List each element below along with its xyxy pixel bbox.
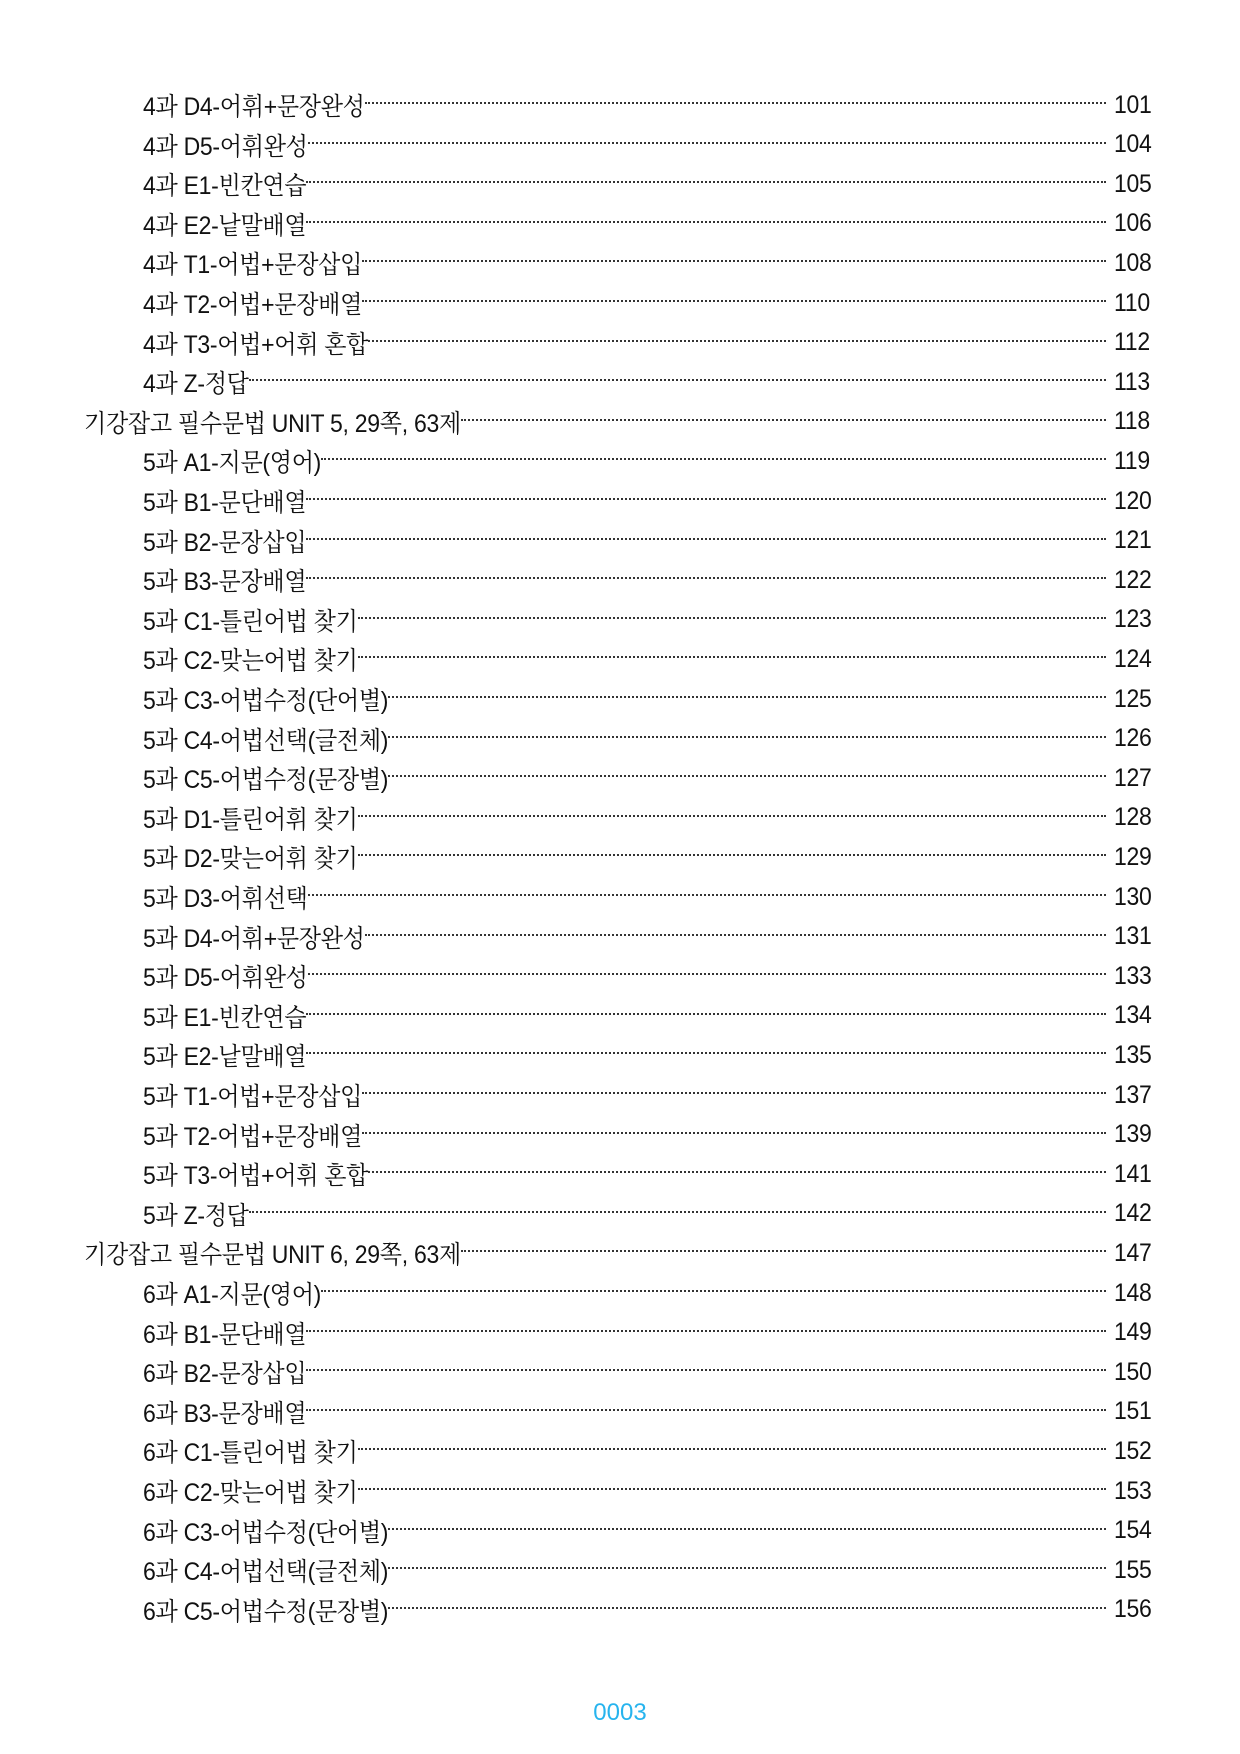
toc-entry-page: 153	[1114, 1476, 1152, 1505]
toc-entry-page: 122	[1114, 565, 1152, 594]
toc-entry-page: 105	[1114, 169, 1152, 198]
toc-section-heading[interactable]	[84, 1233, 1156, 1273]
toc-entry-page: 141	[1114, 1159, 1152, 1188]
toc-entry[interactable]	[143, 1352, 1156, 1392]
toc-entry-page: 120	[1114, 486, 1152, 515]
toc-entry-page: 128	[1114, 803, 1152, 832]
dot-leader	[362, 260, 1106, 262]
toc-entry[interactable]	[143, 362, 1156, 402]
toc-entry[interactable]	[143, 481, 1156, 521]
toc-entry[interactable]	[143, 1273, 1156, 1313]
dot-leader	[306, 1369, 1106, 1371]
toc-entry-page: 124	[1114, 644, 1152, 673]
toc-entry-page: 156	[1114, 1595, 1152, 1624]
toc-entry[interactable]	[143, 243, 1156, 283]
toc-entry[interactable]	[143, 560, 1156, 600]
toc-entry-page: 150	[1114, 1357, 1152, 1386]
toc-entry-page: 133	[1114, 961, 1152, 990]
toc-entry[interactable]	[143, 1511, 1156, 1551]
dot-leader	[388, 696, 1106, 698]
toc-entry-title: 5과 E2-낱말배열	[143, 1043, 307, 1072]
dot-leader	[388, 1567, 1106, 1569]
dot-leader	[358, 1448, 1106, 1450]
toc-entry-page: 110	[1114, 288, 1150, 317]
toc-entry-page: 152	[1114, 1436, 1152, 1465]
dot-leader	[306, 1052, 1106, 1054]
dot-leader	[362, 1132, 1106, 1134]
toc-entry-title: 5과 C1-틀린어법 찾기	[143, 607, 358, 636]
toc-entry[interactable]	[143, 1075, 1156, 1115]
toc-entry-title: 5과 B1-문단배열	[143, 489, 307, 517]
toc-entry[interactable]	[143, 1035, 1156, 1075]
toc-entry[interactable]	[143, 877, 1156, 917]
dot-leader	[306, 577, 1106, 579]
toc-entry-page: 108	[1114, 248, 1152, 277]
toc-entry-title: 4과 E2-낱말배열	[143, 211, 307, 240]
toc-entry[interactable]	[143, 758, 1156, 798]
toc-entry-page: 147	[1114, 1238, 1152, 1267]
toc-entry-title: 6과 C5-어법수정(문장별)	[143, 1597, 389, 1626]
toc-entry-title: 6과 A1-지문(영어)	[143, 1281, 322, 1309]
toc-entry-title: 6과 B1-문단배열	[143, 1320, 307, 1349]
toc-entry-title: 기강잡고 필수문법 UNIT 6, 29쪽, 63제	[84, 1241, 461, 1270]
dot-leader	[306, 1013, 1106, 1015]
toc-entry-page: 137	[1114, 1080, 1152, 1109]
toc-entry[interactable]	[143, 125, 1156, 165]
dot-leader	[321, 1290, 1106, 1292]
dot-leader	[461, 1250, 1106, 1252]
toc-entry-page: 127	[1114, 763, 1152, 792]
toc-entry[interactable]	[143, 1590, 1156, 1630]
dot-leader	[358, 617, 1106, 619]
toc-entry[interactable]	[143, 1550, 1156, 1590]
toc-entry[interactable]	[143, 1392, 1156, 1432]
toc-entry[interactable]	[143, 917, 1156, 957]
toc-entry-title: 5과 Z-정답	[143, 1201, 249, 1230]
toc-entry[interactable]	[143, 837, 1156, 877]
dot-leader	[306, 181, 1106, 183]
dot-leader	[368, 1171, 1106, 1173]
toc-entry-title: 4과 T3-어법+어휘 혼합	[143, 330, 369, 359]
toc-entry[interactable]	[143, 996, 1156, 1036]
dot-leader	[249, 379, 1106, 381]
toc-entry[interactable]	[143, 1431, 1156, 1471]
toc-entry-title: 6과 C1-틀린어법 찾기	[143, 1439, 358, 1468]
toc-entry-page: 121	[1114, 526, 1152, 555]
dot-leader	[388, 1528, 1106, 1530]
toc-entry-title: 6과 C3-어법수정(단어별)	[143, 1518, 389, 1547]
toc-entry-title: 4과 Z-정답	[143, 370, 249, 399]
toc-entry-page: 155	[1114, 1555, 1152, 1584]
toc-entry[interactable]	[143, 1194, 1156, 1234]
toc-entry-page: 123	[1114, 605, 1152, 634]
toc-entry[interactable]	[143, 719, 1156, 759]
dot-leader	[358, 656, 1106, 658]
dot-leader	[308, 894, 1106, 896]
toc-entry-title: 5과 C2-맞는어법 찾기	[143, 647, 358, 676]
dot-leader	[306, 498, 1106, 500]
toc-entry-title: 4과 T2-어법+문장배열	[143, 291, 363, 319]
toc-entry-page: 112	[1114, 328, 1150, 357]
toc-entry[interactable]	[143, 798, 1156, 838]
toc-entry-title: 5과 D2-맞는어휘 찾기	[143, 845, 358, 874]
dot-leader	[365, 102, 1106, 104]
toc-entry-title: 5과 C3-어법수정(단어별)	[143, 687, 389, 715]
toc-entry-page: 154	[1114, 1516, 1152, 1545]
toc-entry-title: 4과 D4-어휘+문장완성	[143, 93, 365, 121]
dot-leader	[306, 1330, 1106, 1332]
toc-entry-title: 5과 D4-어휘+문장완성	[143, 924, 365, 953]
toc-entry[interactable]	[143, 639, 1156, 679]
dot-leader	[308, 142, 1106, 144]
toc-entry-title: 5과 E1-빈칸연습	[143, 1003, 307, 1032]
toc-entry-title: 6과 C4-어법선택(글전체)	[143, 1558, 389, 1587]
dot-leader	[306, 538, 1106, 540]
dot-leader	[249, 1211, 1106, 1213]
toc-entry[interactable]	[143, 956, 1156, 996]
toc-entry-title: 5과 D3-어휘선택	[143, 885, 308, 913]
dot-leader	[358, 815, 1106, 817]
toc-entry-page: 151	[1114, 1397, 1152, 1426]
toc-entry-page: 113	[1114, 367, 1150, 396]
dot-leader	[306, 221, 1106, 223]
dot-leader	[388, 736, 1106, 738]
toc-entry-page: 148	[1114, 1278, 1152, 1307]
toc-entry-title: 5과 D1-틀린어휘 찾기	[143, 805, 358, 834]
toc-entry-page: 130	[1114, 882, 1152, 911]
toc-entry-title: 5과 B2-문장삽입	[143, 528, 307, 557]
toc-entry[interactable]	[143, 679, 1156, 719]
toc-entry-page: 126	[1114, 724, 1152, 753]
toc-entry-title: 6과 B2-문장삽입	[143, 1360, 307, 1389]
dot-leader	[461, 419, 1106, 421]
dot-leader	[388, 1607, 1106, 1609]
toc-entry[interactable]	[143, 323, 1156, 363]
toc-entry[interactable]	[143, 85, 1156, 125]
toc-entry-title: 6과 C2-맞는어법 찾기	[143, 1479, 358, 1507]
toc-entry-title: 5과 B3-문장배열	[143, 568, 307, 597]
dot-leader	[362, 1092, 1106, 1094]
dot-leader	[388, 775, 1106, 777]
dot-leader	[362, 300, 1106, 302]
toc-entry[interactable]	[143, 441, 1156, 481]
dot-leader	[358, 854, 1106, 856]
toc-entry-title: 5과 D5-어휘완성	[143, 964, 308, 993]
toc-entry[interactable]	[143, 600, 1156, 640]
toc-entry-page: 142	[1114, 1199, 1152, 1228]
dot-leader	[308, 973, 1106, 975]
toc-entry[interactable]	[143, 1154, 1156, 1194]
toc-entry[interactable]	[143, 1313, 1156, 1353]
toc-entry-title: 5과 T2-어법+문장배열	[143, 1122, 363, 1151]
toc-entry-page: 135	[1114, 1040, 1152, 1069]
dot-leader	[321, 458, 1106, 460]
toc-entry-title: 5과 C4-어법선택(글전체)	[143, 726, 389, 755]
toc-entry-page: 125	[1114, 684, 1152, 713]
toc-entry-title: 5과 T3-어법+어휘 혼합	[143, 1162, 369, 1191]
toc-entry-title: 기강잡고 필수문법 UNIT 5, 29쪽, 63제	[84, 409, 461, 438]
toc-entry-page: 104	[1114, 130, 1152, 159]
toc-entry[interactable]	[143, 1115, 1156, 1155]
toc-entry[interactable]	[143, 521, 1156, 561]
toc-entry-page: 134	[1114, 1001, 1152, 1030]
dot-leader	[358, 1488, 1106, 1490]
toc-entry-title: 4과 D5-어휘완성	[143, 132, 308, 161]
page-number: 0003	[593, 1699, 647, 1726]
toc-entry[interactable]	[143, 283, 1156, 323]
toc-entry-title: 5과 A1-지문(영어)	[143, 449, 322, 478]
toc-entry[interactable]	[143, 164, 1156, 204]
toc-entry-title: 5과 T1-어법+문장삽입	[143, 1083, 363, 1111]
toc-entry-page: 119	[1114, 446, 1150, 475]
dot-leader	[368, 340, 1106, 342]
dot-leader	[306, 1409, 1106, 1411]
toc-entry[interactable]	[143, 1471, 1156, 1511]
toc-entry-page: 101	[1114, 90, 1152, 119]
toc-entry-page: 149	[1114, 1318, 1152, 1347]
toc-section-heading[interactable]	[84, 402, 1156, 442]
toc-entry[interactable]	[143, 204, 1156, 244]
toc-entry-title: 5과 C5-어법수정(문장별)	[143, 766, 389, 795]
toc-entry-page: 106	[1114, 209, 1152, 238]
toc-entry-title: 4과 T1-어법+문장삽입	[143, 251, 363, 280]
toc-entry-page: 118	[1114, 407, 1150, 436]
toc-entry-page: 131	[1114, 922, 1152, 951]
toc-entry-page: 139	[1114, 1120, 1152, 1149]
toc-entry-page: 129	[1114, 842, 1152, 871]
dot-leader	[365, 934, 1106, 936]
toc-entry-title: 4과 E1-빈칸연습	[143, 172, 307, 201]
toc-entry-title: 6과 B3-문장배열	[143, 1399, 307, 1428]
